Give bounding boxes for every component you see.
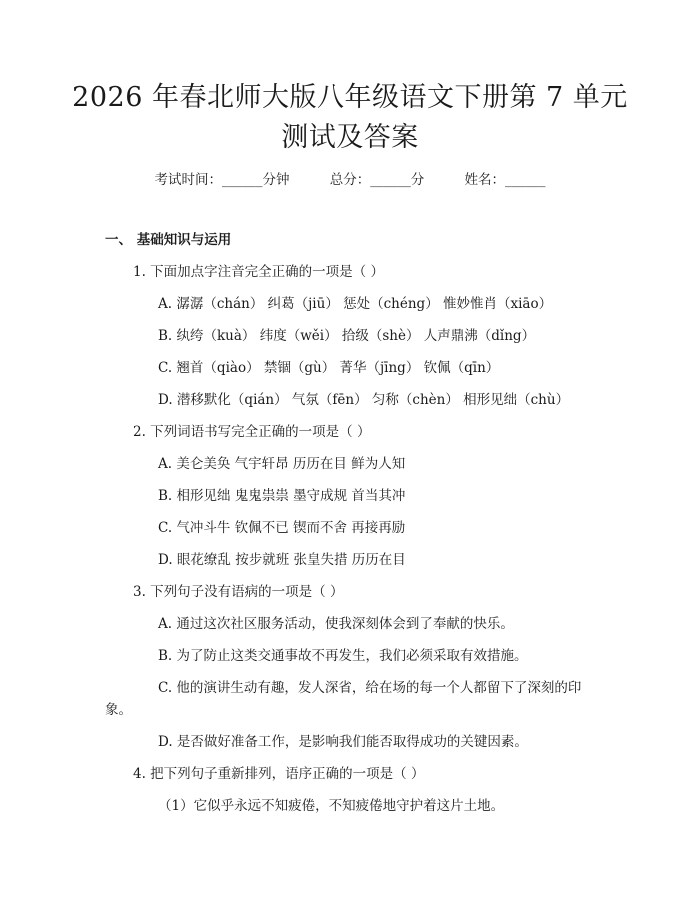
exam-score: 总分：______分	[329, 172, 425, 188]
question-3-option-c-continued: 象。	[105, 702, 132, 718]
title-line-2: 测试及答案	[281, 122, 419, 153]
question-3-option-a: A. 通过这次社区服务活动，使我深刻体会到了奉献的快乐。	[158, 616, 514, 632]
question-4-stem: 4. 把下列句子重新排列，语序正确的一项是（ ）	[133, 766, 425, 782]
question-1-option-a: A. 潺潺（chán） 纠葛（jiū） 惩处（chéng） 惟妙惟肖（xiāo）	[158, 296, 553, 312]
question-3-stem: 3. 下列句子没有语病的一项是（ ）	[133, 584, 344, 600]
question-1-option-b: B. 纨绔（kuà） 纬度（wěi） 拾级（shè） 人声鼎沸（dǐng）	[158, 328, 536, 344]
question-3-option-c: C. 他的演讲生动有趣，发人深省，给在场的每一个人都留下了深刻的印	[158, 680, 582, 696]
exam-name: 姓名：______	[464, 172, 546, 188]
question-3-option-d: D. 是否做好准备工作，是影响我们能否取得成功的关键因素。	[158, 734, 528, 750]
question-2-option-d: D. 眼花缭乱 按步就班 张皇失措 历历在目	[158, 552, 406, 568]
title-line-1: 2026 年春北师大版八年级语文下册第 7 单元	[72, 82, 628, 113]
document-title	[60, 78, 640, 158]
exam-meta	[0, 168, 700, 188]
question-2-option-c: C. 气冲斗牛 钦佩不已 锲而不舍 再接再励	[158, 520, 406, 536]
question-2-option-a: A. 美仑美奂 气宇轩昂 历历在目 鲜为人知	[158, 456, 406, 472]
question-2-stem: 2. 下列词语书写完全正确的一项是（ ）	[133, 424, 371, 440]
exam-time: 考试时间：______分钟	[154, 172, 290, 188]
question-4-sentence-1: （1）它似乎永远不知疲倦，不知疲倦地守护着这片土地。	[158, 798, 505, 814]
question-1-option-c: C. 翘首（qiào） 禁锢（gù） 菁华（jīng） 钦佩（qīn）	[158, 360, 500, 376]
section-heading: 一、 基础知识与运用	[105, 232, 232, 248]
question-3-option-b: B. 为了防止这类交通事故不再发生，我们必须采取有效措施。	[158, 648, 528, 664]
question-1-option-d: D. 潜移默化（qián） 气氛（fēn） 匀称（chèn） 相形见绌（chù）	[158, 392, 570, 408]
question-2-option-b: B. 相形见绌 鬼鬼祟祟 墨守成规 首当其冲	[158, 488, 406, 504]
question-1-stem: 1. 下面加点字注音完全正确的一项是（ ）	[133, 264, 384, 280]
